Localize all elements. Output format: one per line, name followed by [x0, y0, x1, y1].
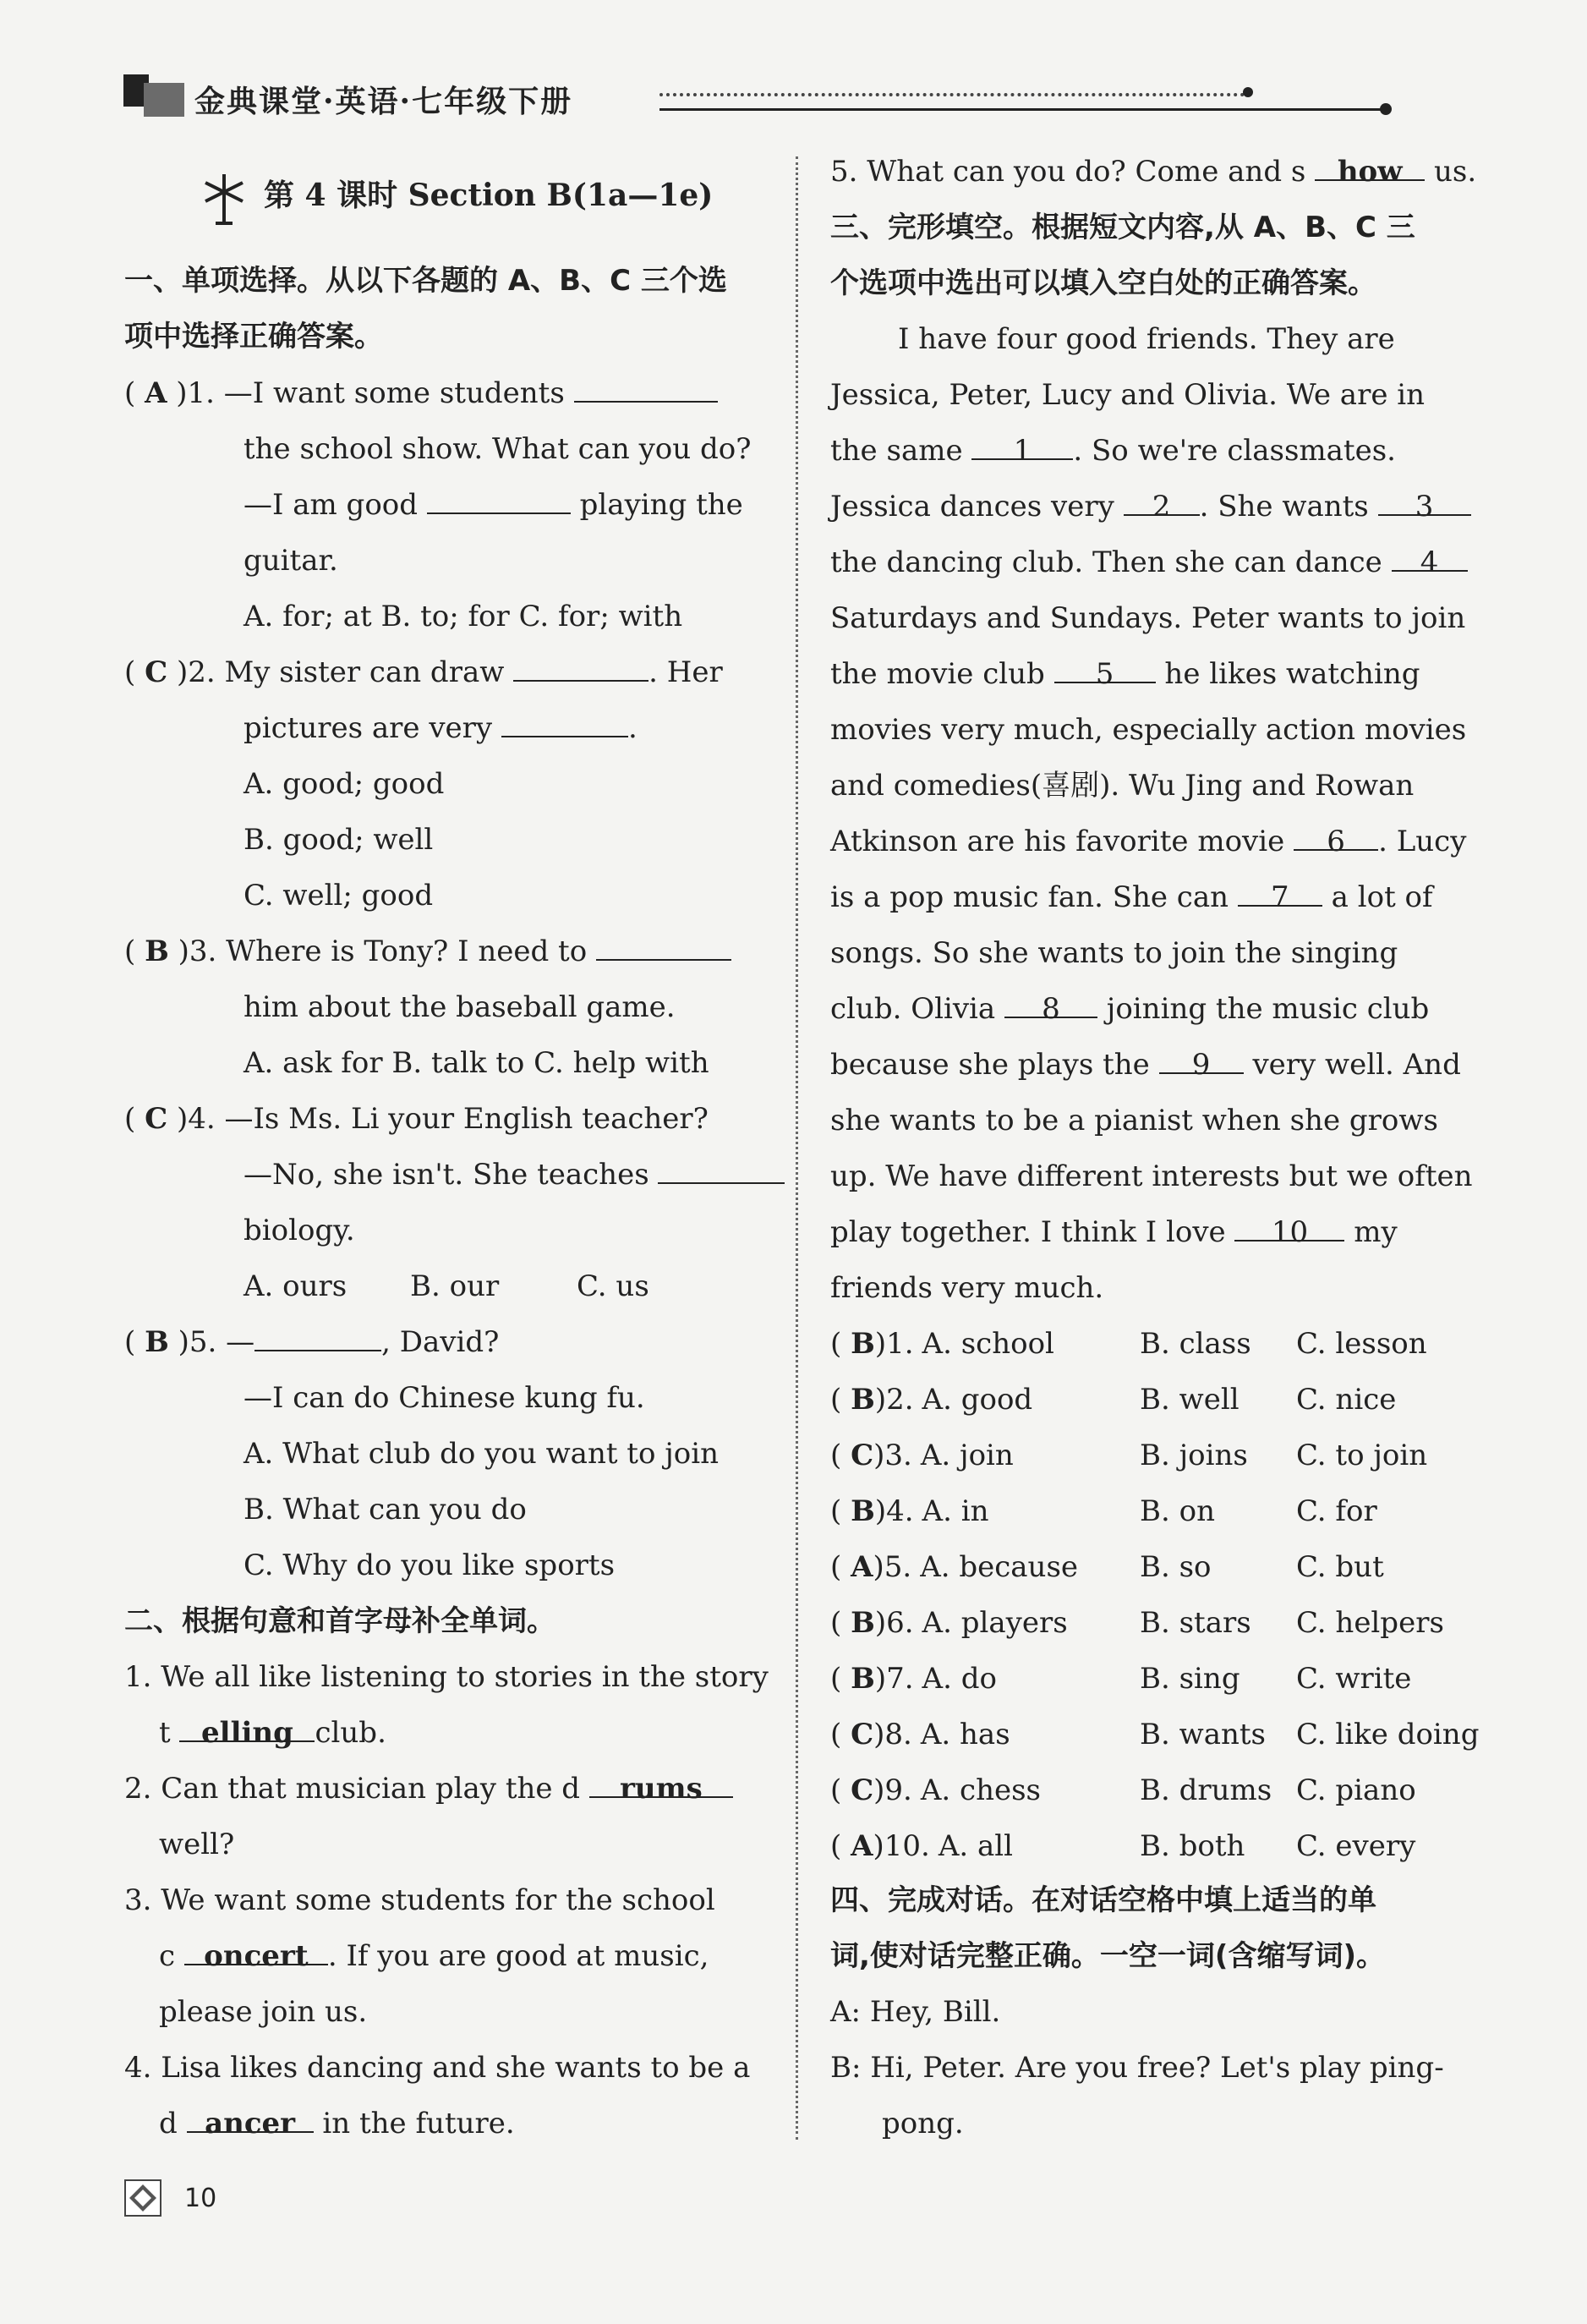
cloze-option-c: C. piano [1296, 1773, 1416, 1807]
passage-text: . She wants [1199, 490, 1369, 523]
cloze-answer: B [851, 1606, 875, 1640]
q4-line3: biology. [244, 1214, 355, 1247]
paren-open: ( [830, 1550, 851, 1584]
q5-blank[interactable] [254, 1321, 381, 1351]
paren-open: ( [830, 1606, 851, 1640]
cloze-option-b: B. drums [1140, 1773, 1272, 1807]
cloze-blank-6[interactable]: 6 [1294, 820, 1378, 851]
page-number: 10 [184, 2184, 217, 2213]
cloze-answer: C [851, 1439, 874, 1472]
cloze-answer-row [830, 1490, 1377, 1532]
q5-text2: , David? [381, 1325, 500, 1359]
part4-heading-line2: 词,使对话完整正确。一空一词(含缩写词)。 [830, 1939, 1385, 1973]
cloze-blank-2[interactable]: 2 [1124, 485, 1200, 516]
q2-option-c: C. well; good [244, 879, 434, 913]
p2-1-letter: t [159, 1716, 171, 1750]
p2-3-answer[interactable]: oncert [184, 1935, 328, 1965]
cloze-option-b: B. well [1140, 1383, 1240, 1417]
passage-text: a lot of [1331, 880, 1433, 914]
q5-option-b: B. What can you do [244, 1493, 527, 1526]
p2-5-line [830, 151, 1476, 193]
q5-option-a: A. What club do you want to join [244, 1437, 720, 1471]
cloze-option-a: A. because [920, 1550, 1079, 1584]
cloze-option-c: C. nice [1296, 1383, 1397, 1417]
q1-line3 [244, 484, 743, 526]
passage-line-13 [830, 988, 1429, 1030]
cloze-option-b: B. class [1140, 1327, 1251, 1361]
cloze-option-a: A. join [920, 1439, 1014, 1472]
cloze-option-b: B. on [1140, 1494, 1215, 1528]
passage-text: the same [830, 434, 963, 468]
p2-3-line1: 3. We want some students for the school [124, 1883, 715, 1917]
q2-line1: ( C )2. My sister can draw . Her [124, 651, 723, 693]
cloze-option-a: A. all [938, 1829, 1013, 1863]
cloze-option-c: C. lesson [1296, 1327, 1427, 1361]
passage-line-9: and comedies(喜剧). Wu Jing and Rowan [830, 769, 1415, 803]
p2-5-tail: us. [1433, 155, 1477, 189]
passage-line-6: Saturdays and Sundays. Peter wants to join [830, 601, 1466, 635]
passage-line-15: she wants to be a pianist when she grows [830, 1104, 1438, 1137]
cloze-option-c: C. every [1296, 1829, 1416, 1863]
passage-text: Atkinson are his favorite movie [830, 825, 1285, 858]
q2-text2: . Her [648, 655, 723, 689]
q4-text2: —No, she isn't. She teaches [244, 1158, 649, 1192]
q2-option-b: B. good; well [244, 823, 434, 857]
q1-text4: playing the [579, 488, 743, 522]
passage-text: joining the music club [1106, 992, 1430, 1026]
p2-1-line1: 1. We all like listening to stories in the story [124, 1660, 769, 1694]
cloze-answer-row [830, 1602, 1444, 1644]
passage-line-4 [830, 485, 1471, 528]
q5-line2: —I can do Chinese kung fu. [244, 1381, 645, 1415]
q4-option-c: C. us [577, 1269, 649, 1303]
p2-4-line2 [159, 2102, 515, 2145]
passage-line-18: friends very much. [830, 1271, 1104, 1305]
passage-line-12: songs. So she wants to join the singing [830, 936, 1398, 970]
q4-text1: 4. —Is Ms. Li your English teacher? [188, 1102, 709, 1136]
cloze-number: )5. [873, 1550, 912, 1584]
p2-4-tail: in the future. [322, 2107, 515, 2140]
p2-2-line1 [124, 1768, 733, 1810]
cloze-answer-row [830, 1434, 1428, 1477]
q5-answer: B [145, 1325, 169, 1359]
passage-text: my [1354, 1215, 1398, 1249]
passage-text: very well. And [1252, 1048, 1461, 1082]
paren-open: ( [830, 1662, 851, 1696]
cloze-answer: B [851, 1662, 875, 1696]
cloze-option-c: C. helpers [1296, 1606, 1444, 1640]
p2-4-answer[interactable]: ancer [187, 2102, 314, 2133]
passage-text: . Lucy [1378, 825, 1467, 858]
cloze-option-a: A. school [922, 1327, 1054, 1361]
cloze-option-c: C. to join [1296, 1439, 1428, 1472]
p2-3-letter: c [159, 1939, 176, 1973]
p2-3-tail: . If you are good at music, [327, 1939, 709, 1973]
q3-line1: ( B )3. Where is Tony? I need to [124, 930, 731, 973]
passage-text: . So we're classmates. [1073, 434, 1396, 468]
p2-5-answer[interactable]: how [1315, 151, 1425, 181]
cloze-option-b: B. stars [1140, 1606, 1251, 1640]
passage-line-14 [830, 1044, 1461, 1086]
cloze-option-a: A. good [922, 1383, 1033, 1417]
part1-heading-line1: 一、单项选择。从以下各题的 A、B、C 三个选 [124, 264, 727, 298]
p2-1-answer[interactable]: elling [179, 1712, 315, 1742]
cloze-option-b: B. joins [1140, 1439, 1248, 1472]
cloze-blank-10[interactable]: 10 [1234, 1211, 1344, 1241]
part3-heading-line1: 三、完形填空。根据短文内容,从 A、B、C 三 [830, 211, 1415, 244]
passage-text: the movie club [830, 657, 1045, 691]
cloze-option-a: A. players [922, 1606, 1068, 1640]
p2-3-line3: please join us. [159, 1995, 368, 2029]
passage-text: play together. I think I love [830, 1215, 1226, 1249]
cloze-number: )1. [874, 1327, 914, 1361]
cloze-number: )9. [873, 1773, 912, 1807]
passage-text: club. Olivia [830, 992, 996, 1026]
q2-option-a: A. good; good [244, 767, 445, 801]
header-dot-end [1380, 103, 1392, 115]
paren-open: ( [830, 1439, 851, 1472]
q1-line2: the school show. What can you do? [244, 432, 752, 466]
q1-options: A. for; at B. to; for C. for; with [244, 600, 683, 633]
q2-text3: pictures are very [244, 711, 493, 745]
p2-2-text: 2. Can that musician play the d [124, 1772, 581, 1806]
cloze-answer-row [830, 1546, 1384, 1588]
cloze-answer: B [851, 1383, 875, 1417]
q1-text1: 1. —I want some students [187, 376, 565, 410]
q1-text3: —I am good [244, 488, 419, 522]
cloze-answer-row [830, 1658, 1412, 1700]
p2-1-tail: club. [315, 1716, 386, 1750]
cloze-option-b: B. wants [1140, 1718, 1266, 1751]
cloze-answer-row [830, 1825, 1416, 1867]
passage-line-11 [830, 876, 1433, 918]
cloze-answer: B [851, 1494, 875, 1528]
p2-1-line2 [159, 1712, 386, 1754]
cloze-answer: C [851, 1718, 874, 1751]
header-title: 金典课堂·英语·七年级下册 [194, 84, 573, 119]
cloze-option-b: B. sing [1140, 1662, 1240, 1696]
cloze-option-a: A. in [922, 1494, 989, 1528]
q3-text1: 3. Where is Tony? I need to [189, 935, 588, 968]
header-rule [659, 108, 1385, 111]
cloze-answer: A [851, 1550, 873, 1584]
part1-heading-line2: 项中选择正确答案。 [124, 320, 383, 354]
passage-text: the dancing club. Then she can dance [830, 545, 1382, 579]
cloze-blank-9[interactable]: 9 [1159, 1044, 1244, 1074]
paren-open: ( [830, 1494, 851, 1528]
cloze-option-a: A. chess [920, 1773, 1041, 1807]
q4-line2 [244, 1154, 785, 1196]
q2-blank2[interactable] [501, 707, 628, 737]
cloze-option-c: C. write [1296, 1662, 1412, 1696]
cloze-answer-row [830, 1769, 1416, 1812]
paren-open: ( [830, 1829, 851, 1863]
header-dotted-rule [659, 93, 1251, 96]
q4-answer: C [145, 1102, 168, 1136]
q2-line2 [244, 707, 638, 749]
passage-line-1: I have four good friends. They are [898, 322, 1395, 356]
q3-answer: B [145, 935, 169, 968]
passage-text: he likes watching [1164, 657, 1420, 691]
dialog-line-3: pong. [882, 2107, 964, 2140]
cloze-blank-1[interactable]: 1 [971, 430, 1073, 460]
passage-line-10 [830, 820, 1466, 863]
q4-option-a: A. ours [244, 1269, 347, 1303]
cloze-blank-8[interactable]: 8 [1004, 988, 1097, 1018]
q2-blank1[interactable] [513, 651, 648, 682]
cloze-number: )6. [874, 1606, 914, 1640]
q5-option-c: C. Why do you like sports [244, 1548, 616, 1582]
diamond-icon [124, 2179, 161, 2217]
passage-line-8: movies very much, especially action movies [830, 713, 1467, 747]
p2-2-answer[interactable]: rums [589, 1768, 733, 1798]
dialog-line-2: B: Hi, Peter. Are you free? Let's play ping- [830, 2051, 1444, 2085]
part3-heading-line2: 个选项中选出可以填入空白处的正确答案。 [830, 266, 1376, 300]
paren-open: ( [830, 1718, 851, 1751]
passage-line-17 [830, 1211, 1398, 1253]
q1-line4: guitar. [244, 544, 338, 578]
cloze-answer-row [830, 1323, 1427, 1365]
cloze-number: )8. [873, 1718, 912, 1751]
q2-text4: . [627, 711, 638, 745]
cloze-answer-row [830, 1379, 1397, 1421]
cloze-blank-3[interactable]: 3 [1378, 485, 1471, 516]
q4-blank[interactable] [658, 1154, 785, 1184]
cloze-option-c: C. but [1296, 1550, 1384, 1584]
passage-line-5 [830, 541, 1468, 584]
q1-blank2[interactable] [427, 484, 571, 514]
cloze-number: )2. [874, 1383, 914, 1417]
part4-heading-line1: 四、完成对话。在对话空格中填上适当的单 [830, 1883, 1376, 1917]
q4-line1: ( C )4. —Is Ms. Li your English teacher? [124, 1102, 709, 1136]
dialog-line-1: A: Hey, Bill. [830, 1995, 1001, 2029]
lesson-star-icon [199, 167, 249, 228]
passage-text: is a pop music fan. She can [830, 880, 1229, 914]
cloze-answer: A [851, 1829, 873, 1863]
lesson-title: 第 4 课时 Section B(1a—1e) [264, 178, 714, 213]
p2-4-letter: d [159, 2107, 178, 2140]
cloze-answer: C [851, 1773, 874, 1807]
p2-3-line2 [159, 1935, 709, 1977]
cloze-blank-7[interactable]: 7 [1238, 876, 1322, 907]
p2-5-text: 5. What can you do? Come and s [830, 155, 1306, 189]
q2-answer: C [145, 655, 168, 689]
passage-text: because she plays the [830, 1048, 1150, 1082]
cloze-number: )4. [874, 1494, 914, 1528]
cloze-number: )3. [873, 1439, 912, 1472]
passage-line-3 [830, 430, 1396, 472]
passage-line-7 [830, 653, 1420, 695]
paren-open: ( [830, 1383, 851, 1417]
cloze-answer: B [851, 1327, 875, 1361]
cloze-option-b: B. so [1140, 1550, 1212, 1584]
cloze-blank-5[interactable]: 5 [1054, 653, 1156, 683]
paren-open: ( [830, 1773, 851, 1807]
cloze-answer-row [830, 1713, 1480, 1756]
paren-open: ( [830, 1327, 851, 1361]
q3-options: A. ask for B. talk to C. help with [244, 1046, 709, 1080]
q2-text1: 2. My sister can draw [188, 655, 505, 689]
q1-line1: ( A )1. —I want some students [124, 372, 718, 414]
header-block-shadow [144, 83, 184, 117]
q4-option-b: B. our [410, 1269, 500, 1303]
passage-line-16: up. We have different interests but we often [830, 1159, 1473, 1193]
q3-blank[interactable] [596, 930, 731, 961]
cloze-option-c: C. like doing [1296, 1718, 1480, 1751]
p2-4-line1: 4. Lisa likes dancing and she wants to be a [124, 2051, 751, 2085]
passage-text: Jessica dances very [830, 490, 1114, 523]
q1-blank1[interactable] [574, 372, 718, 403]
cloze-option-a: A. do [922, 1662, 997, 1696]
cloze-option-a: A. has [920, 1718, 1010, 1751]
cloze-number: )7. [874, 1662, 914, 1696]
q3-line2: him about the baseball game. [244, 990, 676, 1024]
cloze-option-c: C. for [1296, 1494, 1377, 1528]
p2-2-line2: well? [159, 1828, 235, 1861]
q5-line1: ( B )5. — , David? [124, 1321, 499, 1363]
cloze-option-b: B. both [1140, 1829, 1245, 1863]
cloze-blank-4[interactable]: 4 [1392, 541, 1468, 572]
cloze-number: )10. [873, 1829, 930, 1863]
passage-line-2: Jessica, Peter, Lucy and Olivia. We are in [830, 378, 1426, 412]
header-dot [1243, 87, 1253, 97]
q5-text1: 5. — [189, 1325, 255, 1359]
column-divider [796, 156, 798, 2140]
q1-answer: A [145, 376, 167, 410]
part2-heading: 二、根据句意和首字母补全单词。 [124, 1604, 555, 1638]
